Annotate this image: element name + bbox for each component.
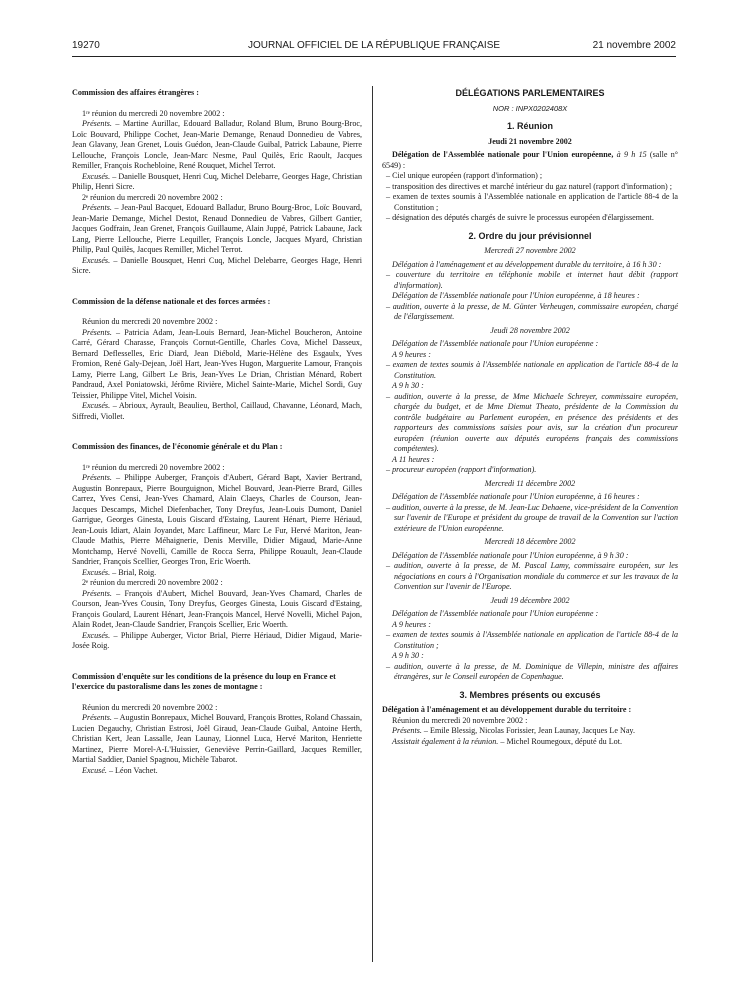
excuses-label: Excusés. bbox=[82, 171, 111, 181]
commission-title: Commission d'enquête sur les conditions de la présence du loup en France et l'exercice du pastoralisme dans les zones de montagne : bbox=[72, 671, 336, 691]
time-slot: A 9 h 30 : bbox=[392, 651, 424, 660]
section-heading: 3. Membres présents ou excusés bbox=[459, 689, 601, 700]
excuses-list: – Brial, Roig. bbox=[110, 567, 157, 577]
journal-title: JOURNAL OFFICIEL DE LA RÉPUBLIQUE FRANÇAISE bbox=[247, 40, 501, 51]
presents-label: Présents. bbox=[82, 473, 112, 482]
meeting-title: 1ʳᵉ réunion du mercredi 20 novembre 2002 : bbox=[82, 108, 225, 118]
delegation-line: Délégation de l'Assemblée nationale pour l'Union européenne, à 16 heures : bbox=[392, 492, 640, 501]
agenda-item: – examen de textes soumis à l'Assemblée nationale en application de l'article 88-4 de la Constitution ; bbox=[386, 630, 678, 650]
excuses-label: Excusés. bbox=[82, 630, 111, 640]
commission-title: Commission de la défense nationale et des forces armées : bbox=[72, 296, 271, 306]
excuses-label: Excusés. bbox=[82, 401, 111, 410]
section-heading: 2. Ordre du jour prévisionnel bbox=[468, 230, 592, 241]
agenda-item: – audition, ouverte à la presse, de M. Pascal Lamy, commissaire européen, sur les négociations en cours à l'Organisation mondiale du commerce et sur les travaux de la Convention sur l'avenir de l'Europe. bbox=[386, 561, 678, 591]
presents-paragraph bbox=[72, 203, 362, 256]
header-rule bbox=[72, 56, 676, 57]
presents-label: Présents. bbox=[82, 588, 112, 598]
meeting-title: 2ᵉ réunion du mercredi 20 novembre 2002 : bbox=[82, 192, 223, 202]
excuses-paragraph bbox=[72, 631, 362, 652]
delegation-label: Délégation à l'aménagement et au développement durable du territoire : bbox=[382, 705, 632, 714]
column-divider bbox=[372, 86, 373, 962]
agenda-item: – examen de textes soumis à l'Assemblée nationale en application de l'article 88-4 de la Constitution ; bbox=[386, 192, 678, 212]
presents-label: Présents. bbox=[82, 327, 112, 337]
presents-paragraph bbox=[72, 119, 362, 172]
agenda-date: Mercredi 11 décembre 2002 bbox=[484, 478, 576, 488]
meeting-room: (salle n° 6549) : bbox=[382, 150, 679, 170]
section-heading: 1. Réunion bbox=[506, 121, 553, 131]
agenda-item: – Ciel unique européen (rapport d'information) ; bbox=[386, 171, 543, 180]
excuses-paragraph bbox=[72, 256, 362, 277]
attendee-list: – Michel Roumegoux, député du Lot. bbox=[498, 736, 622, 746]
delegation-line bbox=[382, 150, 678, 171]
presents-list: – François d'Aubert, Michel Bouvard, Jean-Yves Chamard, Charles de Courson, Jean-Yves Cousin, Tony Dreyfus, Georges Ginesta, Louis Giscard d'Estaing, François Goulard, Laurent Hénart, Jean-François Mancel, Hervé Novelli, Michel Pajon, Alain Rodet, Jean-Claude Sandrier, François Scellier, Eric Woerth. bbox=[72, 588, 362, 629]
delegation-line bbox=[382, 705, 678, 716]
agenda-item: – couverture du territoire en téléphonie mobile et internet haut débit (rapport d'information). bbox=[386, 270, 678, 290]
excuses-paragraph bbox=[72, 401, 362, 422]
excuses-list: – Danielle Bousquet, Henri Cuq, Michel Delebarre, Georges Hage, Christian Philip, Henri Sicre. bbox=[72, 171, 362, 191]
agenda-item: – désignation des députés chargés de suivre le processus européen d'élargissement. bbox=[386, 213, 654, 222]
agenda-date: Jeudi 19 décembre 2002 bbox=[490, 595, 570, 605]
presents-paragraph bbox=[382, 726, 678, 737]
excuses-paragraph bbox=[72, 172, 362, 193]
delegation-line: Délégation de l'Assemblée nationale pour l'Union européenne : bbox=[392, 609, 599, 618]
excuses-label: Excusés. bbox=[82, 255, 111, 265]
meeting-title: Réunion du mercredi 20 novembre 2002 : bbox=[82, 702, 218, 712]
presents-list: – Emile Blessig, Nicolas Forissier, Jean Launay, Jacques Le Nay. bbox=[421, 726, 635, 735]
presents-label: Présents. bbox=[82, 119, 112, 128]
agenda-item: – procureur européen (rapport d'information). bbox=[386, 465, 537, 474]
presents-label: Présents. bbox=[82, 203, 112, 212]
page-number: 19270 bbox=[72, 40, 100, 51]
excuses-paragraph bbox=[72, 568, 362, 579]
presents-paragraph bbox=[72, 589, 362, 631]
agenda-date: Jeudi 28 novembre 2002 bbox=[490, 325, 570, 335]
meeting-time: à 9 h 15 bbox=[613, 150, 647, 159]
attendee-paragraph bbox=[382, 737, 678, 748]
attendee-label: Assistait également à la réunion. bbox=[392, 736, 499, 746]
meeting-title: Réunion du mercredi 20 novembre 2002 : bbox=[392, 715, 528, 725]
excuses-paragraph bbox=[72, 766, 362, 777]
time-slot: A 11 heures : bbox=[392, 454, 435, 464]
time-slot: A 9 heures : bbox=[392, 349, 431, 359]
presents-paragraph bbox=[72, 473, 362, 568]
agenda-item: – audition, ouverte à la presse, de M. Günter Verheugen, commissaire européen, chargé de l'élargissement. bbox=[386, 301, 678, 321]
meeting-title: 2ᵉ réunion du mercredi 20 novembre 2002 : bbox=[82, 578, 223, 587]
meeting-title: 1ʳᵉ réunion du mercredi 20 novembre 2002 : bbox=[82, 462, 225, 472]
agenda-item: – audition, ouverte à la presse, de M. Dominique de Villepin, ministre des affaires étrangères, sur le Conseil européen de Copenhague. bbox=[386, 661, 678, 681]
nor-reference: NOR : INPX0202408X bbox=[492, 103, 568, 113]
agenda-date: Mercredi 18 décembre 2002 bbox=[484, 537, 576, 546]
presents-list: – Philippe Auberger, François d'Aubert, Gérard Bapt, Xavier Bertrand, Augustin Bonrepaux, Pierre Bourguignon, Michel Bouvard, Jean-Pierre Brard, Gilles Carrez, Yves Censi, Jean-Yves Chamard, Alain Claeys, Charles de Courson, Jean-Jacques Descamps, Michel Diefenbacher, Tony Dreyfus, Jean-Louis Dumont, Daniel Garrigue, Georges Ginesta, Louis Giscard d'Estaing, Laurent Hénart, Pierre Hériaud, Jean-Louis Idiart, Alain Joyandet, Marc Laffineur, Marc Le Fur, Hervé Mariton, Jean-Claude Mathis, Pierre Méhaignerie, Denis Merville, Didier Migaud, Marie-Anne Montchamp, Hervé Novelli, Camille de Rocca Serra, Philippe Rouault, Jean-Claude Sandrier, François Scellier, Georges Tron, Eric Woerth. bbox=[72, 473, 362, 566]
delegation-line: Délégation à l'aménagement et au développement durable du territoire, à 16 h 30 : bbox=[392, 259, 662, 269]
agenda-item: – transposition des directives et marché intérieur du gaz naturel (rapport d'information) ; bbox=[386, 181, 672, 191]
presents-label: Présents. bbox=[82, 713, 112, 722]
excuses-label: Excusé. bbox=[82, 765, 107, 775]
presents-paragraph bbox=[72, 713, 362, 766]
excuses-list: – Abrioux, Ayrault, Beaulieu, Berthol, Caillaud, Chavanne, Léonard, Mach, Siffredi, Viollet. bbox=[72, 401, 362, 421]
presents-list: – Martine Aurillac, Edouard Balladur, Roland Blum, Bruno Bourg-Broc, Loïc Bouvard, Philippe Cochet, Jean-Marie Demange, Renaud Donnedieu de Vabres, Jean Glavany, Jean Grenet, Louis Guédon, Jean-Claude Guibal, Patrick Labaune, Pierre Lellouche, François Loncle, Jean-Marc Nesme, Paul Quilès, Eric Raoult, Jacques Remiller, François Rochebloine, René Rouquet, Michel Terrot. bbox=[72, 119, 362, 170]
presents-list: – Patricia Adam, Jean-Louis Bernard, Jean-Michel Boucheron, Antoine Carré, Gérard Charasse, François Cornut-Gentille, Charles Cova, Michel Dasseux, Bernard Deflesselles, Eric Diard, Jean Diébold, Marie-Hélène des Esgaulx, Yves Fromion, René Galy-Dejean, Joël Hart, Jean-Yves Hugon, Marguerite Lamour, François Lamy, Pierre Lang, Gilbert Le Bris, Jean-Yves Le Drian, Christian Ménard, Robert Pandraud, Axel Poniatowski, Jérôme Rivière, Michel Sainte-Marie, Michel Sordi, Guy Teissier, Philippe Vitel, Michel Voisin. bbox=[72, 327, 362, 400]
delegation-line: Délégation de l'Assemblée nationale pour l'Union européenne, à 9 h 30 : bbox=[392, 550, 629, 560]
presents-list: – Augustin Bonrepaux, Michel Bouvard, François Brottes, Roland Chassain, Lucien Degauchy, Christian Estrosi, Joël Giraud, Jean-Claude Guibal, Antoine Herth, Christian Kert, Jean Lassalle, Jean Launay, Lionnel Luca, Hervé Mariton, Henriette Martinez, Pierre Morel-A-L'Huissier, Geneviève Perrin-Gaillard, Jacques Remiller, Martial Saddier, Daniel Spagnou, Michèle Tabarot. bbox=[72, 713, 362, 764]
excuses-list: – Léon Vachet. bbox=[106, 765, 158, 775]
issue-date: 21 novembre 2002 bbox=[592, 40, 676, 51]
time-slot: A 9 h 30 : bbox=[392, 381, 424, 390]
delegation-label: Délégation de l'Assemblée nationale pour l'Union européenne, bbox=[392, 150, 614, 159]
excuses-list: – Philippe Auberger, Victor Brial, Pierre Hériaud, Didier Migaud, Marie-Josée Roig. bbox=[72, 630, 362, 650]
time-slot: A 9 heures : bbox=[392, 619, 431, 629]
commission-title: Commission des affaires étrangères : bbox=[72, 88, 199, 97]
meeting-date: Jeudi 21 novembre 2002 bbox=[488, 136, 572, 146]
commission-title: Commission des finances, de l'économie générale et du Plan : bbox=[72, 442, 283, 451]
excuses-label: Excusés. bbox=[82, 567, 111, 577]
right-column bbox=[382, 88, 678, 747]
presents-paragraph bbox=[72, 328, 362, 402]
left-column bbox=[72, 88, 362, 776]
agenda-item: – examen de textes soumis à l'Assemblée nationale en application de l'article 88-4 de la Constitution. bbox=[386, 360, 678, 380]
section-title: DÉLÉGATIONS PARLEMENTAIRES bbox=[455, 88, 605, 98]
delegation-line: Délégation de l'Assemblée nationale pour l'Union européenne, à 18 heures : bbox=[392, 291, 640, 300]
presents-list: – Jean-Paul Bacquet, Edouard Balladur, Bruno Bourg-Broc, Loïc Bouvard, Jean-Marie Demange, Michel Destot, Renaud Donnedieu de Vabres, Gilbert Gantier, Jacques Godfrain, Jean Grenet, François Guillaume, Alain Juppé, Patrick Labaune, Jack Lang, Pierre Lellouche, Pierre Lequiller, François Loncle, Jacques Myard, Christian Philip, Paul Quilès, Jacques Remiller, Michel Terrot. bbox=[72, 203, 362, 254]
presents-label: Présents. bbox=[392, 726, 422, 735]
agenda-date: Mercredi 27 novembre 2002 bbox=[484, 246, 576, 255]
agenda-item: – audition, ouverte à la presse, de Mme Michaele Schreyer, commissaire européen, chargée du budget, et de Mme Diemut Theato, présidente de la Commission du contrôle budgétaire au Parlement européen, en présence des présidents et des rapporteurs des commissions saisies pour avis, sur la création d'un procureur européen (réunion ouverte aux députés européens français des commissions compétentes). bbox=[386, 391, 678, 453]
meeting-title: Réunion du mercredi 20 novembre 2002 : bbox=[82, 317, 218, 326]
agenda-item: – audition, ouverte à la presse, de M. Jean-Luc Dehaene, vice-président de la Convention sur l'avenir de l'Europe et président du groupe de travail de la Convention sur l'action extérieure de l'Union européenne. bbox=[386, 502, 678, 533]
excuses-list: – Danielle Bousquet, Henri Cuq, Michel Delebarre, Georges Hage, Henri Sicre. bbox=[72, 255, 362, 275]
delegation-line: Délégation de l'Assemblée nationale pour l'Union européenne : bbox=[392, 339, 599, 348]
